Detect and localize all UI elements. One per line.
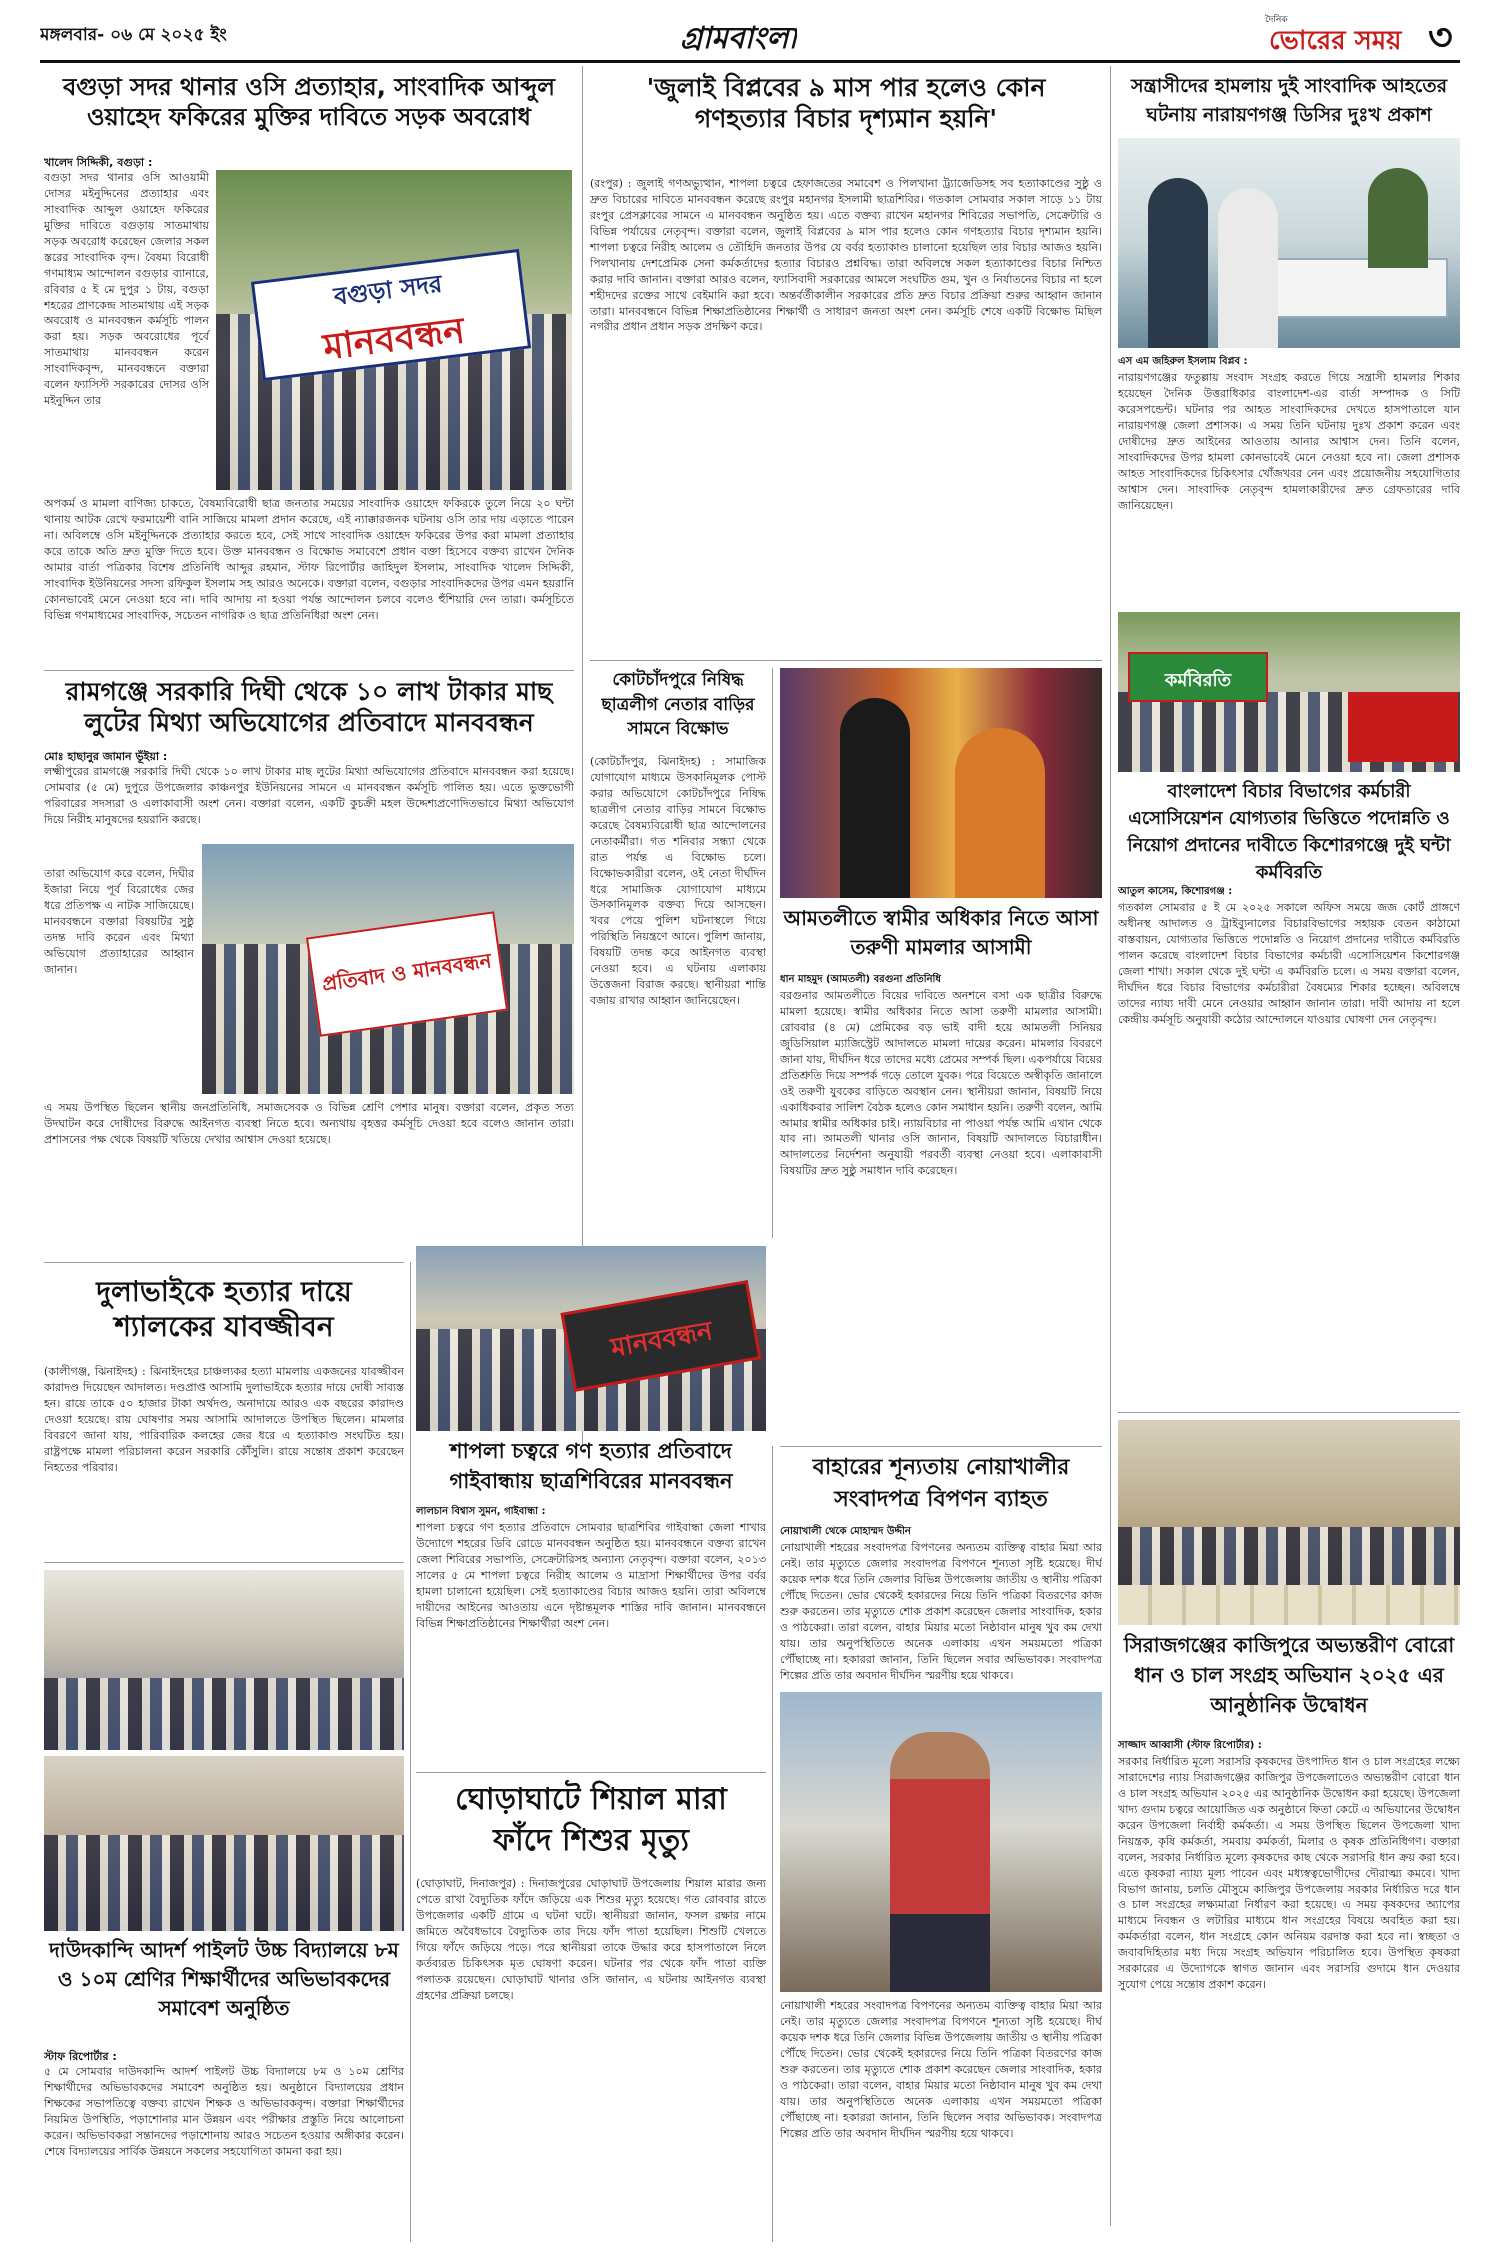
photo-figure-1 xyxy=(1148,178,1208,348)
article-body: নারায়ণগঞ্জের ফতুল্লায় সংবাদ সংগ্রহ করতে গিয়ে সন্ত্রাসী হামলার শিকার হয়েছেন দৈনিক উত্তরাধিকার বাংলাদেশ-এর বার্তা সম্পাদক ও সিটি করেসপন্ডেন্ট। ঘটনার পর আহত সাংবাদিকদের দেখতে হাসপাতালে যান নারায়ণগঞ্জ জেলা প্রশাসক। এ সময় তিনি ঘটনায় দুঃখ প্রকাশ করেন এবং দোষীদের দ্রুত আইনের আওতায় আনার আশ্বাস দেন। তিনি বলেন, সাংবাদিকদের উপর হামলা কোনভাবেই মেনে নেওয়া হবে না। জেলা প্রশাসক আহত সাংবাদিকদের চিকিৎসার খোঁজখবর নেন এবং প্রয়োজনীয় সহযোগিতার আশ্বাস দেন। সাংবাদিক নেতৃবৃন্দ হামলাকারীদের দ্রুত গ্রেফতারের দাবি জানিয়েছেন। xyxy=(1118,371,1460,512)
photo-daudkandi-meeting-2 xyxy=(44,1756,404,1931)
page-number: ৩ xyxy=(1428,15,1453,59)
photo-bogura-rally xyxy=(216,170,572,490)
byline: স্টাফ রিপোর্টার : xyxy=(44,2050,117,2063)
article-divider xyxy=(780,1446,1102,1447)
article-body: (কালীগঞ্জ, ঝিনাইদহ) : ঝিনাইদহের চাঞ্চল্যকর হত্যা মামলায় একজনের যাবজ্জীবন কারাদণ্ড দিয়েছেন আদালত। দণ্ডপ্রাপ্ত আসামি দুলাভাইকে হত্যার দায়ে দোষী সাব্যস্ত হন। রায়ে তাকে ৫০ হাজার টাকা অর্থদণ্ড, অনাদায়ে আরও এক বছরের কারাদণ্ড দেওয়া হয়েছে। রায় ঘোষণার সময় আসামি আদালতে উপস্থিত ছিলেন। মামলার বিবরণে জানা যায়, পারিবারিক কলহের জের ধরে এ হত্যাকাণ্ড সংঘটিত হয়। রাষ্ট্রপক্ষে মামলা পরিচালনা করেন সরকারি কৌঁসুলি। রায়ে সন্তোষ প্রকাশ করেছেন নিহতের পরিবার। xyxy=(44,1365,404,1474)
article-divider xyxy=(44,1262,404,1263)
article-body: ৫ মে সোমবার দাউদকান্দি আদর্শ পাইলট উচ্চ বিদ্যালয়ে ৮ম ও ১০ম শ্রেণির শিক্ষার্থীদের অভিভাবকদের সমাবেশ অনুষ্ঠিত হয়। অনুষ্ঠানে বিদ্যালয়ের প্রধান শিক্ষকের সভাপতিত্বে বক্তব্য রাখেন শিক্ষক ও অভিভাবকবৃন্দ। বক্তারা শিক্ষার্থীদের নিয়মিত উপস্থিতি, পড়াশোনার মান উন্নয়ন এবং পরীক্ষার প্রস্তুতি নিয়ে আলোচনা করেন। অভিভাবকরা সন্তানদের পড়াশোনায় আরও সচেতন হওয়ার অঙ্গীকার করেন। শেষে বিদ্যালয়ের সার্বিক উন্নয়নে সকলের সহযোগিতা কামনা করা হয়। xyxy=(44,2065,404,2158)
article-noakhali xyxy=(780,1452,1102,2242)
article-kazipur xyxy=(1118,1630,1460,2242)
headline: আমতলীতে স্বামীর অধিকার নিতে আসা তরুণী মামলার আসামী xyxy=(783,906,1099,959)
column-rule-1 xyxy=(582,66,583,1446)
photo-kazipur-inauguration xyxy=(1118,1420,1460,1625)
headline: ঘোড়াঘাটে শিয়াল মারা ফাঁদে শিশুর মৃত্যু xyxy=(455,1782,727,1858)
banner-bogura-main: মানববন্ধন xyxy=(321,310,467,369)
photo-crowd xyxy=(44,1678,404,1750)
article-body: (ঘোড়াঘাট, দিনাজপুর) : দিনাজপুরের ঘোড়াঘাট উপজেলায় শিয়াল মারার জন্য পেতে রাখা বৈদ্যুতিক ফাঁদে জড়িয়ে এক শিশুর মৃত্যু হয়েছে। গত রোববার রাতে উপজেলার একটি গ্রামে এ ঘটনা ঘটে। স্থানীয়রা জানান, ফসল রক্ষার নামে জমিতে অবৈধভাবে বৈদ্যুতিক তার দিয়ে ফাঁদ পাতা হয়েছিল। শিশুটি খেলতে গিয়ে ফাঁদে জড়িয়ে পড়ে। পরে স্থানীয়রা তাকে উদ্ধার করে হাসপাতালে নিলে কর্তব্যরত চিকিৎসক মৃত ঘোষণা করেন। ঘটনার পর থেকে ফাঁদ পাতা ব্যক্তি পলাতক রয়েছেন। ঘোড়াঘাট থানার ওসি জানান, এ ঘটনায় আইনগত ব্যবস্থা গ্রহণের প্রক্রিয়া চলছে। xyxy=(416,1877,766,2002)
banner-kishoreganj-right xyxy=(1348,692,1458,762)
column-rule-4 xyxy=(772,668,773,1238)
photo-crowd xyxy=(44,1835,404,1931)
article-divider xyxy=(416,1772,766,1773)
photo-ramganj-rally xyxy=(202,844,574,1094)
article-body: শাপলা চত্বরে গণ হত্যার প্রতিবাদে সোমবার ছাত্রশিবির গাইবান্ধা জেলা শাখার উদ্যোগে শহরের ডিবি রোডে মানববন্ধন অনুষ্ঠিত হয়। মানববন্ধনে বক্তব্য রাখেন জেলা শিবিরের সভাপতি, সেক্রেটারিসহ অন্যান্য নেতৃবৃন্দ। বক্তারা বলেন, ২০১৩ সালের ৫ মে শাপলা চত্বরে নিরীহ আলেম ও মাদ্রাসা শিক্ষার্থীদের উপর বর্বর হামলা চালানো হয়েছিল। সেই হত্যাকাণ্ডের বিচার আজও হয়নি। তারা অবিলম্বে দায়ীদের আইনের আওতায় এনে দৃষ্টান্তমূলক শাস্তির দাবি জানান। মানববন্ধনে বিভিন্ন শিক্ষাপ্রতিষ্ঠানের শিক্ষার্থীরা অংশ নেন। xyxy=(416,1521,766,1630)
article-body: নোয়াখালী শহরের সংবাদপত্র বিপণনের অন্যতম ব্যক্তিত্ব বাহার মিয়া আর নেই। তার মৃত্যুতে জেলার সংবাদপত্র বিপণনে শূন্যতা সৃষ্টি হয়েছে। দীর্ঘ কয়েক দশক ধরে তিনি জেলার বিভিন্ন উপজেলায় জাতীয় ও স্থানীয় পত্রিকা পৌঁছে দিতেন। ভোর থেকেই হকারদের নিয়ে তিনি পত্রিকা বিতরণের কাজ শুরু করতেন। তার মৃত্যুতে শোক প্রকাশ করেছেন জেলার সাংবাদিক, হকার ও পাঠকেরা। তারা বলেন, বাহার মিয়ার মতো নিষ্ঠাবান মানুষ খুব কম দেখা যায়। তার অনুপস্থিতিতে অনেক এলাকায় এখন সময়মতো পত্রিকা পৌঁছাচ্ছে না। হকাররা জানান, তিনি ছিলেন সবার অভিভাবক। সংবাদপত্র শিল্পের প্রতি তার অবদান দীর্ঘদিন স্মরণীয় হয়ে থাকবে। xyxy=(780,1541,1102,1682)
article-gaibandha xyxy=(416,1436,766,1766)
byline: সাজ্জাদ আব্বাসী (স্টাফ রিপোর্টার) : xyxy=(1118,1740,1262,1751)
article-divider xyxy=(44,1562,404,1563)
article-body-cont: এ সময় উপস্থিত ছিলেন স্থানীয় জনপ্রতিনিধি, সমাজসেবক ও বিভিন্ন শ্রেণি পেশার মানুষ। বক্তারা বলেন, প্রকৃত সত্য উদঘাটন করে দোষীদের বিরুদ্ধে আইনগত ব্যবস্থা নিতে হবে। অন্যথায় বৃহত্তর কর্মসূচি দেওয়া হবে বলেও জানান তারা। প্রশাসনের পক্ষ থেকে বিষয়টি খতিয়ে দেখার আশ্বাস দেওয়া হয়েছে। xyxy=(44,1101,574,1146)
banner-bogura-top: বগুড়া সদর xyxy=(332,269,444,311)
photo-hospital-visit xyxy=(1118,138,1460,348)
byline: ধান মাহমুদ (আমতলী) বরগুনা প্রতিনিধি xyxy=(780,974,942,985)
byline: আতুল কাসেম, কিশোরগঞ্জ : xyxy=(1118,886,1233,897)
photo-sacks xyxy=(1118,1585,1460,1625)
article-amtali xyxy=(780,904,1102,1444)
byline: খালেদ সিদ্দিকী, বগুড়া : xyxy=(44,156,153,169)
article-body: বগুড়া সদর থানার ওসি আওয়ামী দোসর মইনুদ্দিনের প্রত্যাহার এবং সাংবাদিক আব্দুল ওয়াহেদ ফকিরের মুক্তির দাবিতে বগুড়ায় সাতমাথায় সড়ক অবরোধ করেছেন জেলার সকল স্তরের সাংবাদিক বৃন্দ। বৈষম্য বিরোধী গণমাধ্যম আন্দোলন বগুড়ার ব্যানারে, রবিবার ৫ ই মে দুপুর ১ টায়, বগুড়া শহরের প্রাণকেন্দ্র সাতমাথায় এই সড়ক অবরোধ ও মানববন্ধন কর্মসূচি পালন করা হয়। সড়ক অবরোধের পূর্বে সাতমাথায় মানববন্ধন করেন সাংবাদিকবৃন্দ, মানববন্ধনে বক্তারা বলেন ফ্যাসিস্ট সরকারের দোসর ওসি মইনুদ্দিন তার xyxy=(44,171,209,408)
photo-figure-1 xyxy=(840,698,910,898)
headline: শাপলা চত্বরে গণ হত্যার প্রতিবাদে গাইবান্ধায় ছাত্রশিবিরের মানববন্ধন xyxy=(449,1439,733,1494)
article-body-cont: নোয়াখালী শহরের সংবাদপত্র বিপণনের অন্যতম ব্যক্তিত্ব বাহার মিয়া আর নেই। তার মৃত্যুতে জেলার সংবাদপত্র বিপণনে শূন্যতা সৃষ্টি হয়েছে। দীর্ঘ কয়েক দশক ধরে তিনি জেলার বিভিন্ন উপজেলায় জাতীয় ও স্থানীয় পত্রিকা পৌঁছে দিতেন। ভোর থেকেই হকারদের নিয়ে তিনি পত্রিকা বিতরণের কাজ শুরু করতেন। তার মৃত্যুতে শোক প্রকাশ করেছেন জেলার সাংবাদিক, হকার ও পাঠকেরা। তারা বলেন, বাহার মিয়ার মতো নিষ্ঠাবান মানুষ খুব কম দেখা যায়। তার অনুপস্থিতিতে অনেক এলাকায় এখন সময়মতো পত্রিকা পৌঁছাচ্ছে না। হকাররা জানান, তিনি ছিলেন সবার অভিভাবক। সংবাদপত্র শিল্পের প্রতি তার অবদান দীর্ঘদিন স্মরণীয় হয়ে থাকবে। xyxy=(780,1999,1102,2140)
article-body-cont: অপকর্ম ও মামলা বাণিজ্য চাকতে, বৈষম্যবিরোধী ছাত্র জনতার সময়ের সাংবাদিক ওয়াহেদ ফকিরকে তুলে নিয়ে ২০ ঘন্টা থানায় আটক রেখে ফরমায়েশী বানি সাজিয়ে মামলা প্রদান করেছে, এই ন্যাক্কারজনক ঘটনায় ওসি তার দায় এড়াতে পারেন না। অবিলম্বে ওসি মইনুদ্দিনকে প্রত্যাহার করতে হবে, সেই সাথে সাংবাদিক ওয়াহেদ ফকিরের উপর করা মামলা প্রত্যাহার করে তাকে অতি দ্রুত মুক্তি দিতে হবে। উক্ত মানববন্ধন ও বিক্ষোভ সমাবেশে প্রধান বক্তা হিসেবে বক্তব্য রাখেন দৈনিক আমার বার্তা পত্রিকার বিশেষ প্রতিনিধি আব্দুর রহমান, স্টাফ রিপোর্টার জাহিদুল ইসলাম, সাংবাদিক খালেদ সিদ্দিকী, সাংবাদিক ইউনিয়নের সদস্য রফিকুল ইসলাম সহ আরও অনেকে। বক্তারা বলেন, বগুড়ার সাংবাদিকদের উপর এমন হয়রানি কোনভাবেই মেনে নেওয়া হবে না। দাবি আদায় না হওয়া পর্যন্ত আন্দোলন চলবে বলেও হুঁশিয়ারি দেন তারা। কর্মসূচিতে বিভিন্ন গণমাধ্যমের সাংবাদিক, সচেতন নাগরিক ও ছাত্র প্রতিনিধিরা অংশ নেন। xyxy=(44,497,574,622)
masthead xyxy=(40,8,1460,60)
article-body: বরগুনার আমতলীতে বিয়ের দাবিতে অনশনে বসা এক ছাত্রীর বিরুদ্ধে মামলা হয়েছে। স্বামীর অধিকার নিতে আসা তরুণী মামলার আসামী। রোববার (৪ মে) প্রেমিকের বড় ভাই বাদী হয়ে আমতলী সিনিয়র জুডিসিয়াল ম্যাজিস্ট্রেট আদালতে মামলা দায়ের করেন। মামলার বিবরণে জানা যায়, দীর্ঘদিন ধরে তাদের মধ্যে প্রেমের সম্পর্ক ছিল। একপর্যায়ে বিয়ের প্রতিশ্রুতি দিয়ে সম্পর্ক গড়ে তোলে যুবক। পরে বিয়েতে অস্বীকৃতি জানালে ওই তরুণী যুবকের বাড়িতে অবস্থান নেন। স্থানীয়রা জানান, বিষয়টি নিয়ে একাধিকবার সালিশ বৈঠক হলেও কোন সমাধান হয়নি। তরুণী বলেন, আমি আমার স্বামীর অধিকার চাই। ন্যায়বিচার না পাওয়া পর্যন্ত আমি এখান থেকে যাব না। আমতলী থানার ওসি জানান, বিষয়টি আদালতে বিচারাধীন। আদালতের নির্দেশনা অনুযায়ী পরবর্তী ব্যবস্থা নেওয়া হবে। এলাকাবাসী বিষয়টির দ্রুত সুষ্ঠু সমাধান দাবি করেছেন। xyxy=(780,989,1102,1178)
byline: নোয়াখালী থেকে মোহাম্মদ উদ্দীন xyxy=(780,1526,911,1537)
banner-ramganj-text: প্রতিবাদ ও মানববন্ধন xyxy=(320,948,493,996)
headline: বাহারের শূন্যতায় নোয়াখালীর সংবাদপত্র বিপণন ব্যাহত xyxy=(812,1455,1070,1512)
photo-figure-2 xyxy=(1218,188,1278,348)
column-rule-3 xyxy=(410,1262,411,2242)
headline: সন্ত্রাসীদের হামলায় দুই সাংবাদিক আহতের ঘটনায় নারায়ণগঞ্জ ডিসির দুঃখ প্রকাশ xyxy=(1130,75,1448,126)
article-ramganj xyxy=(44,676,574,1256)
article-divider xyxy=(1118,1412,1460,1413)
article-ghoraghat xyxy=(416,1780,766,2240)
photo-gaibandha-rally xyxy=(416,1246,766,1431)
masthead-rule xyxy=(40,60,1460,63)
paper-logo xyxy=(1265,10,1425,54)
headline: দাউদকান্দি আদর্শ পাইলট উচ্চ বিদ্যালয়ে ৮ম ও ১০ম শ্রেণির শিক্ষার্থীদের অভিভাবকদের সমাবেশ অনুষ্ঠিত xyxy=(49,1938,399,2020)
photo-kishoreganj-strike xyxy=(1118,612,1460,772)
headline: 'জুলাই বিপ্লবের ৯ মাস পার হলেও কোন গণহত্যার বিচার দৃশ্যমান হয়নি' xyxy=(646,73,1046,134)
headline: সিরাজগঞ্জের কাজিপুরে অভ্যন্তরীণ বোরো ধান ও চাল সংগ্রহ অভিযান ২০২৫ এর আনুষ্ঠানিক উদ্বোধন xyxy=(1123,1633,1455,1717)
article-body: গতকাল সোমবার ৫ ই মে ২০২৫ সকালে অফিস সময়ে জজ কোর্ট প্রাঙ্গণে অধীনস্থ আদালত ও ট্রাইব্যুনালের বিচারবিভাগের সহায়ক বেতন কাঠামো বাস্তবায়ন, যোগ্যতার ভিত্তিতে পদোন্নতি ও নিয়োগ প্রদানের দাবীতে কর্মবিরতি পালন করেছে বাংলাদেশ বিচার বিভাগের কর্মচারী এসোসিয়েশন কিশোরগঞ্জ জেলা শাখা। সকাল থেকে দুই ঘন্টা এ কর্মবিরতি চলে। এ সময় বক্তারা বলেন, দীর্ঘদিন ধরে বিচার বিভাগের কর্মচারীরা বৈষম্যের শিকার হচ্ছেন। অবিলম্বে তাদের ন্যায্য দাবী মেনে নেওয়ার আহ্বান জানান তারা। দাবী আদায় না হলে কেন্দ্রীয় কর্মসূচি অনুযায়ী কঠোর আন্দোলনে যাওয়ার ঘোষণা দেন নেতৃবৃন্দ। xyxy=(1118,901,1460,1026)
paper-name: ভোরের সময় xyxy=(1269,26,1402,54)
photo-noakhali-vendor xyxy=(780,1692,1102,1992)
article-body: (রংপুর) : জুলাই গণঅভ্যুত্থান, শাপলা চত্বরে হেফাজতের সমাবেশ ও পিলখানা ট্র্যাজেডিসহ সব হত্যাকাণ্ডের সুষ্ঠু ও দ্রুত বিচারের দাবিতে মানববন্ধন করেছে রংপুর মহানগর ইসলামী ছাত্রশিবির। গতকাল সোমবার সকাল সাড়ে ১১ টায় রংপুর প্রেসক্লাবের সামনে এ মানববন্ধন অনুষ্ঠিত হয়। এতে বক্তব্য রাখেন মহানগর শিবিরের সভাপতি, সেক্রেটারি ও বিভিন্ন পর্যায়ের নেতৃবৃন্দ। বক্তারা বলেন, জুলাই বিপ্লবের ৯ মাস পার হলেও কোন গণহত্যার বিচার দৃশ্যমান হয়নি। শাপলা চত্বরে নিরীহ আলেম ও তৌহিদি জনতার উপর যে বর্বর হত্যাকাণ্ড চালানো হয়েছিল তার বিচার আজও হয়নি। পিলখানায় দেশপ্রেমিক সেনা কর্মকর্তাদের হত্যার বিচারও প্রশ্নবিদ্ধ। তারা অবিলম্বে সকল হত্যাকাণ্ডের বিচার নিশ্চিত করার দাবি জানান। বক্তারা আরও বলেন, ফ্যাসিবাদী সরকারের আমলে সংঘটিত গুম, খুন ও নির্যাতনের বিচার না হলে শহীদদের রক্তের সাথে বেইমানি করা হবে। অন্তর্বর্তীকালীন সরকারের প্রতি দ্রুত বিচার প্রক্রিয়া শুরুর আহ্বান জানান তারা। মানববন্ধনে বিভিন্ন শিক্ষাপ্রতিষ্ঠানের শিক্ষার্থী ও সাধারণ জনতা অংশ নেন। কর্মসূচি শেষে একটি বিক্ষোভ মিছিল নগরীর প্রধান প্রধান সড়ক প্রদক্ষিণ করে। xyxy=(590,177,1102,334)
article-bogura xyxy=(44,72,574,662)
masthead-section: গ্রামবাংলা xyxy=(680,21,798,56)
headline: বগুড়া সদর থানার ওসি প্রত্যাহার, সাংবাদিক আব্দুল ওয়াহেদ ফকিরের মুক্তির দাবিতে সড়ক অবরোধ xyxy=(62,73,556,131)
photo-figure-2 xyxy=(955,728,1045,898)
article-kaliganj xyxy=(44,1268,404,1558)
column-rule-5 xyxy=(772,1446,773,2242)
headline: বাংলাদেশ বিচার বিভাগের কর্মচারী এসোসিয়েশন যোগ্যতার ভিত্তিতে পদোন্নতি ও নিয়োগ প্রদানের দাবীতে কিশোরগঞ্জে দুই ঘন্টা কর্মবিরতি xyxy=(1127,781,1451,883)
banner-kishoreganj-text: কর্মবিরতি xyxy=(1164,670,1232,691)
article-divider xyxy=(590,660,1102,661)
headline: দুলাভাইকে হত্যার দায়ে শ্যালকের যাবজ্জীবন xyxy=(96,1275,352,1343)
masthead-date: মঙ্গলবার- ০৬ মে ২০২৫ ইং xyxy=(40,25,227,45)
photo-figure-3 xyxy=(1368,168,1428,268)
photo-figure xyxy=(890,1732,990,1992)
article-body: (কোটচাঁদপুর, ঝিনাইদহ) : সামাজিক যোগাযোগ মাধ্যমে উসকানিমূলক পোস্ট করার অভিযোগে কোটচাঁদপুরে নিষিদ্ধ ছাত্রলীগ নেতার বাড়ির সামনে বিক্ষোভ করেছে বৈষম্যবিরোধী ছাত্র আন্দোলনের নেতাকর্মীরা। গত শনিবার সন্ধ্যা থেকে রাত পর্যন্ত এ বিক্ষোভ চলে। বিক্ষোভকারীরা বলেন, ওই নেতা দীর্ঘদিন ধরে সামাজিক যোগাযোগ মাধ্যমে উসকানিমূলক বক্তব্য দিয়ে আসছেন। খবর পেয়ে পুলিশ ঘটনাস্থলে গিয়ে পরিস্থিতি নিয়ন্ত্রণে আনে। পুলিশ জানায়, বিষয়টি তদন্ত করে আইনগত ব্যবস্থা নেওয়া হবে। এ ঘটনায় এলাকায় উত্তেজনা বিরাজ করছে। স্থানীয়রা শান্তি বজায় রাখার আহ্বান জানিয়েছেন। xyxy=(590,755,766,1008)
article-body: লক্ষ্মীপুরের রামগঞ্জে সরকারি দিঘী থেকে ১০ লাখ টাকার মাছ লুটের মিথ্যা অভিযোগের প্রতিবাদে মানববন্ধন করা হয়েছে। সোমবার (৫ মে) দুপুরে উপজেলার কাঞ্চনপুর ইউনিয়নের সামনে এ মানববন্ধন কর্মসূচি পালিত হয়। এতে ভুক্তভোগী পরিবারের সদস্যরা ও এলাকাবাসী অংশ নেন। বক্তারা বলেন, একটি কুচক্রী মহল উদ্দেশ্যপ্রণোদিতভাবে মিথ্যা অভিযোগ দিয়ে নিরীহ মানুষদের হয়রানি করছে। xyxy=(44,765,574,826)
paper-kicker: দৈনিক xyxy=(1265,15,1288,25)
article-body: সরকার নির্ধারিত মূল্যে সরাসরি কৃষকদের উৎপাদিত ধান ও চাল সংগ্রহের লক্ষ্যে সারাদেশের ন্যায় সিরাজগঞ্জের কাজিপুর উপজেলাতেও অভ্যন্তরীণ বোরো ধান ও চাল সংগ্রহ অভিযান ২০২৫ এর আনুষ্ঠানিক উদ্বোধন করা হয়েছে। উপজেলা খাদ্য গুদাম চত্বরে আয়োজিত এক অনুষ্ঠানে ফিতা কেটে এ অভিযানের উদ্বোধন করেন উপজেলা নির্বাহী কর্মকর্তা। এ সময় উপস্থিত ছিলেন উপজেলা খাদ্য নিয়ন্ত্রক, কৃষি কর্মকর্তা, সমবায় কর্মকর্তা, মিলার ও কৃষক প্রতিনিধিগণ। বক্তারা বলেন, সরকার নির্ধারিত মূল্যে কৃষকদের কাছ থেকে সরাসরি ধান ক্রয় করা হবে। এতে কৃষকরা ন্যায্য মূল্য পাবেন এবং মধ্যস্বত্বভোগীদের দৌরাত্ম্য কমবে। খাদ্য বিভাগ জানায়, চলতি মৌসুমে কাজিপুর উপজেলায় সরকার নির্ধারিত দরে ধান ও চাল সংগ্রহের লক্ষ্যমাত্রা নির্ধারণ করা হয়েছে। এ সময় কৃষকদের অ্যাপের মাধ্যমে নিবন্ধন ও লটারির মাধ্যমে ধান সংগ্রহের বিষয়ে অবহিত করা হয়। কর্মকর্তারা বলেন, ধান সংগ্রহে কোন অনিয়ম বরদাস্ত করা হবে না। স্বচ্ছতা ও জবাবদিহিতার মধ্য দিয়ে সংগ্রহ অভিযান পরিচালিত হবে। উপস্থিত কৃষকরা সরকারের এ উদ্যোগকে স্বাগত জানান এবং সরাসরি গুদামে ধান দেওয়ার সুযোগ পেয়ে সন্তোষ প্রকাশ করেন। xyxy=(1118,1755,1460,1992)
photo-amtali-women xyxy=(780,668,1102,898)
banner-kishoreganj-left xyxy=(1128,652,1268,702)
article-narayanganj xyxy=(1118,72,1460,682)
article-divider xyxy=(44,670,574,671)
photo-daudkandi-meeting-1 xyxy=(44,1570,404,1750)
headline: রামগঞ্জে সরকারি দিঘী থেকে ১০ লাখ টাকার মাছ লুটের মিথ্যা অভিযোগের প্রতিবাদে মানববন্ধন xyxy=(65,677,553,738)
article-rangpur xyxy=(590,72,1102,652)
column-rule-2 xyxy=(1110,66,1111,2226)
byline: এস এম জহিরুল ইসলাম বিপ্লব : xyxy=(1118,356,1248,367)
article-body-side: তারা অভিযোগ করে বলেন, দিঘীর ইজারা নিয়ে পূর্ব বিরোধের জের ধরে প্রতিপক্ষ এ নাটক সাজিয়েছে। মানববন্ধনে বক্তারা বিষয়টির সুষ্ঠু তদন্ত দাবি করেন এবং মিথ্যা অভিযোগ প্রত্যাহারের আহ্বান জানান। xyxy=(44,867,194,976)
banner-gaibandha-text: মানববন্ধন xyxy=(608,1316,715,1364)
byline: মোঃ হাছানুর জামান ভূঁইয়া : xyxy=(44,750,168,763)
byline: লালচান বিশ্বাস সুমন, গাইবান্ধা : xyxy=(416,1506,546,1517)
article-daudkandi xyxy=(44,1936,404,2240)
article-kishoreganj xyxy=(1118,778,1460,1408)
headline: কোটচাঁদপুরে নিষিদ্ধ ছাত্রলীগ নেতার বাড়ির সামনে বিক্ষোভ xyxy=(601,670,755,740)
